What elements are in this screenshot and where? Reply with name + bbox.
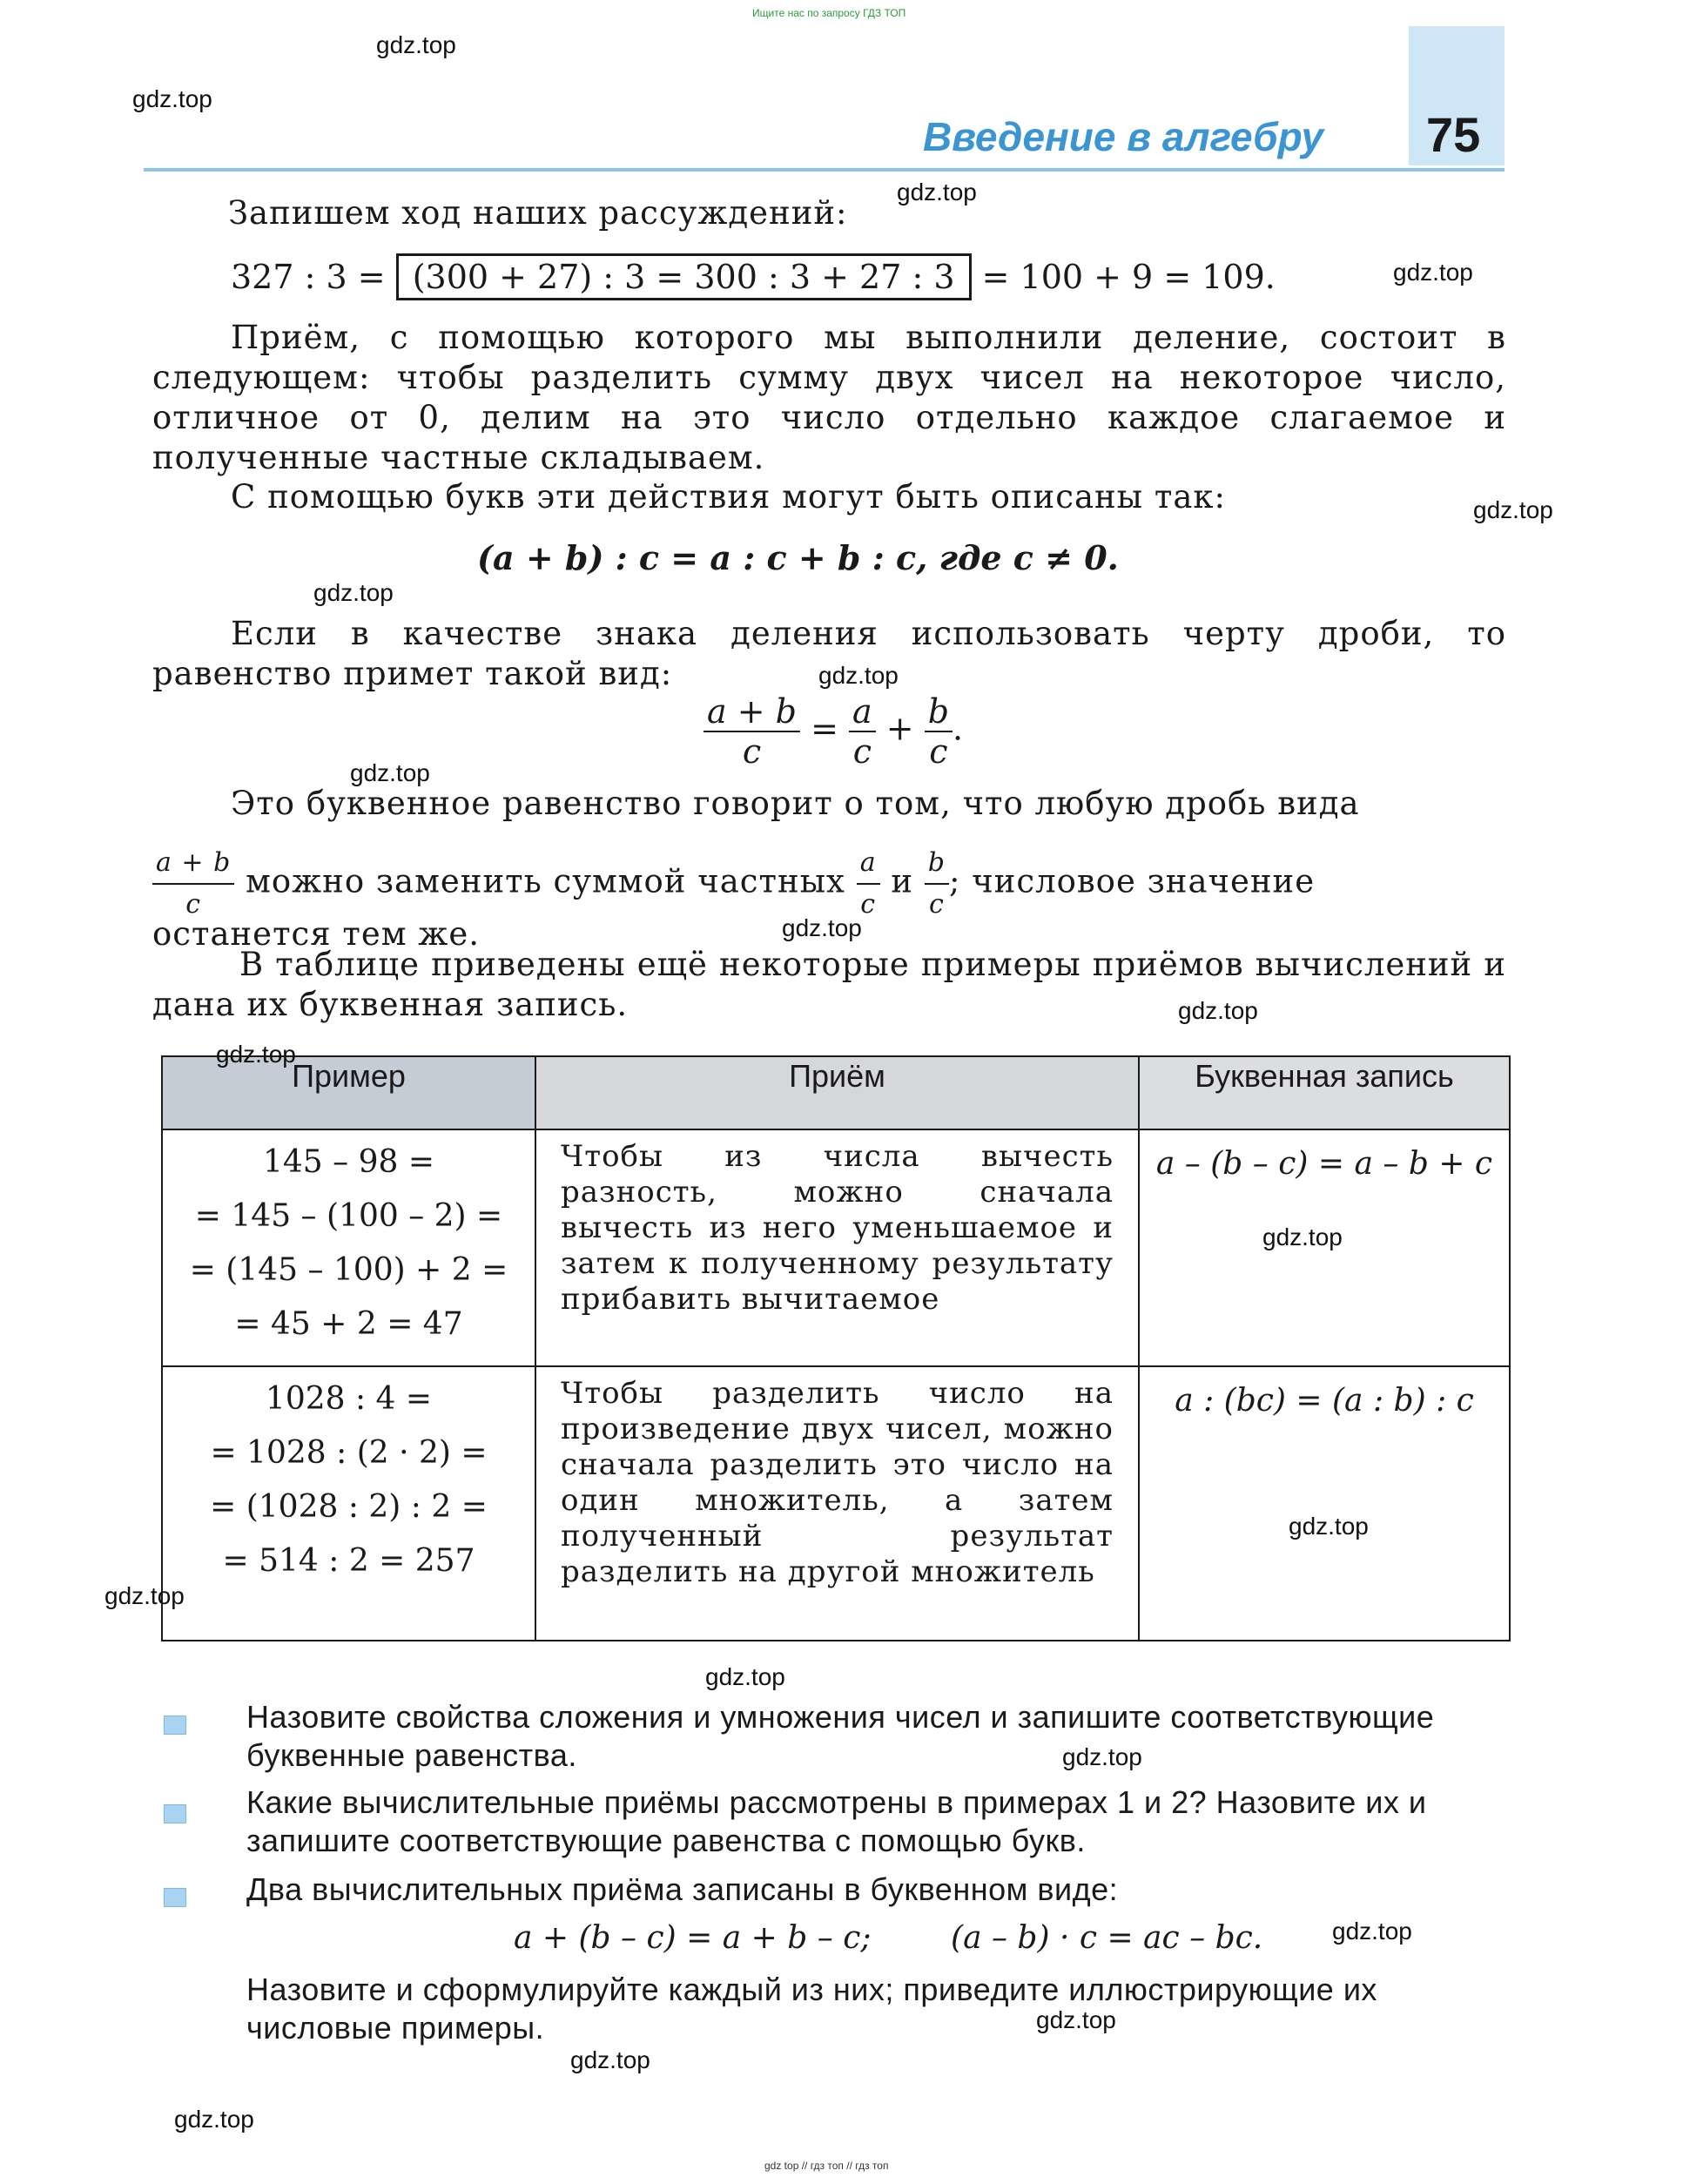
formula-1: (a + b) : c = a : c + b : c, где c ≠ 0. <box>477 538 1119 577</box>
intro-line: Запишем ход наших рассуждений: <box>228 194 848 232</box>
example-cell: 145 – 98 = = 145 – (100 – 2) = = (145 – 100) + 2 = = 45 + 2 = 47 <box>162 1129 535 1366</box>
watermark: gdz.top <box>570 2046 650 2073</box>
frac-term-2: $\frac{b}{c}$ <box>925 692 953 771</box>
watermark: gdz.top <box>705 1663 785 1690</box>
header-formula: Буквенная запись <box>1139 1056 1510 1129</box>
question-marker-icon <box>164 1716 186 1735</box>
division-end: = 100 + 9 = 109. <box>981 258 1276 296</box>
header-example: Пример <box>162 1056 535 1129</box>
paragraph-4-line1: Это буквенное равенство говорит о том, что любую дробь вида <box>231 785 1360 822</box>
watermark: gdz.top <box>1332 1918 1412 1945</box>
division-boxed: (300 + 27) : 3 = 300 : 3 + 27 : 3 <box>396 253 972 300</box>
paragraph-1: Приём, с помощью которого мы выполнили деление, состоит в следующем: чтобы разделить сумму двух чисел на некоторое число, отличное от 0, делим на это число отдельно каждое слагаемое и полученные частные складываем. <box>152 319 1506 476</box>
watermark: gdz.top <box>174 2106 254 2133</box>
header-rule <box>144 168 1505 172</box>
top-search-note: Ищите нас по запросу ГДЗ ТОП <box>752 7 906 19</box>
fraction-formula: $\frac{a + b}{c}$ = $\frac{a}{c}$ + $\frac{b}{c}$ . <box>703 692 963 771</box>
watermark: gdz.top <box>897 179 977 206</box>
watermark: gdz.top <box>132 85 212 112</box>
watermark: gdz.top <box>782 914 862 941</box>
question-marker-icon <box>164 1888 186 1907</box>
question-marker-icon <box>164 1804 186 1823</box>
watermark: gdz.top <box>1289 1513 1369 1540</box>
question-3: Два вычислительных приёма записаны в буквенном виде: <box>246 1871 1119 1907</box>
paragraph-4-line3: останется тем же. <box>152 915 480 953</box>
formula-cell: a : (bc) = (a : b) : c <box>1139 1366 1510 1641</box>
frac-inline-ab: $\frac{a + b}{c}$ <box>152 843 234 925</box>
watermark: gdz.top <box>1178 997 1258 1024</box>
methods-table <box>161 1055 1511 1641</box>
watermark: gdz.top <box>104 1582 185 1609</box>
question-2: Какие вычислительные приёмы рассмотрены в примерах 1 и 2? Назовите их и запишите соответствующие равенства с помощью букв. <box>246 1784 1427 1858</box>
method-cell: Чтобы разделить число на произведение двух чисел, можно сначала разделить это число на один множитель, а затем полученный результат разделить на другой множитель <box>535 1366 1139 1641</box>
division-example <box>231 258 1276 296</box>
table-row <box>162 1366 1510 1641</box>
division-start: 327 : 3 = <box>231 258 386 296</box>
watermark: gdz.top <box>1036 2006 1116 2033</box>
table-header-row <box>162 1056 1510 1129</box>
page-number: 75 <box>1426 107 1481 162</box>
frac-term-1: $\frac{a}{c}$ <box>849 692 876 771</box>
example-cell: 1028 : 4 = = 1028 : (2 · 2) = = (1028 : 2) : 2 = = 514 : 2 = 257 <box>162 1366 535 1641</box>
watermark: gdz.top <box>350 759 430 786</box>
question-1: Назовите свойства сложения и умножения чисел и запишите соответствующие буквенные равенства. <box>246 1699 1435 1773</box>
method-cell: Чтобы из числа вычесть разность, можно сначала вычесть из него уменьшаемое и затем к полученному результату прибавить вычитаемое <box>535 1129 1139 1366</box>
header-method: Приём <box>535 1056 1139 1129</box>
watermark: gdz.top <box>216 1041 296 1068</box>
watermark: gdz.top <box>1062 1743 1142 1770</box>
watermark: gdz.top <box>818 662 899 689</box>
formula-cell: a – (b – c) = a – b + c <box>1139 1129 1510 1366</box>
watermark: gdz.top <box>1262 1223 1343 1250</box>
frac-lhs: $\frac{a + b}{c}$ <box>703 692 800 771</box>
question-3-tail: Назовите и сформулируйте каждый из них; приведите иллюстрирующие их числовые примеры. <box>246 1972 1377 2046</box>
watermark: gdz.top <box>376 31 456 58</box>
frac-inline-a: $\frac{a}{c}$ <box>857 843 880 925</box>
paragraph-5: В таблице приведены ещё некоторые примеры приёмов вычислений и дана их буквенная запись. <box>152 946 1506 1023</box>
watermark: gdz.top <box>313 579 394 606</box>
watermark: gdz.top <box>1393 259 1473 286</box>
question-3-formula: a + (b – c) = a + b – c; (a – b) · c = ac – bc. <box>514 1920 1263 1956</box>
paragraph-3: Если в качестве знака деления использовать черту дроби, то равенство примет такой вид: <box>152 615 1506 692</box>
watermark: gdz.top <box>1473 496 1553 523</box>
bottom-note: gdz top // гдз топ // гдз топ <box>764 2160 889 2172</box>
frac-inline-b: $\frac{b}{c}$ <box>925 843 949 925</box>
paragraph-2: С помощью букв эти действия могут быть описаны так: <box>231 478 1226 516</box>
section-title: Введение в алгебру <box>923 114 1324 159</box>
paragraph-4-line2: $\frac{a + b}{c}$ можно заменить суммой частных $\frac{a}{c}$ и $\frac{b}{c}$ ; числовое значение <box>152 843 1315 925</box>
